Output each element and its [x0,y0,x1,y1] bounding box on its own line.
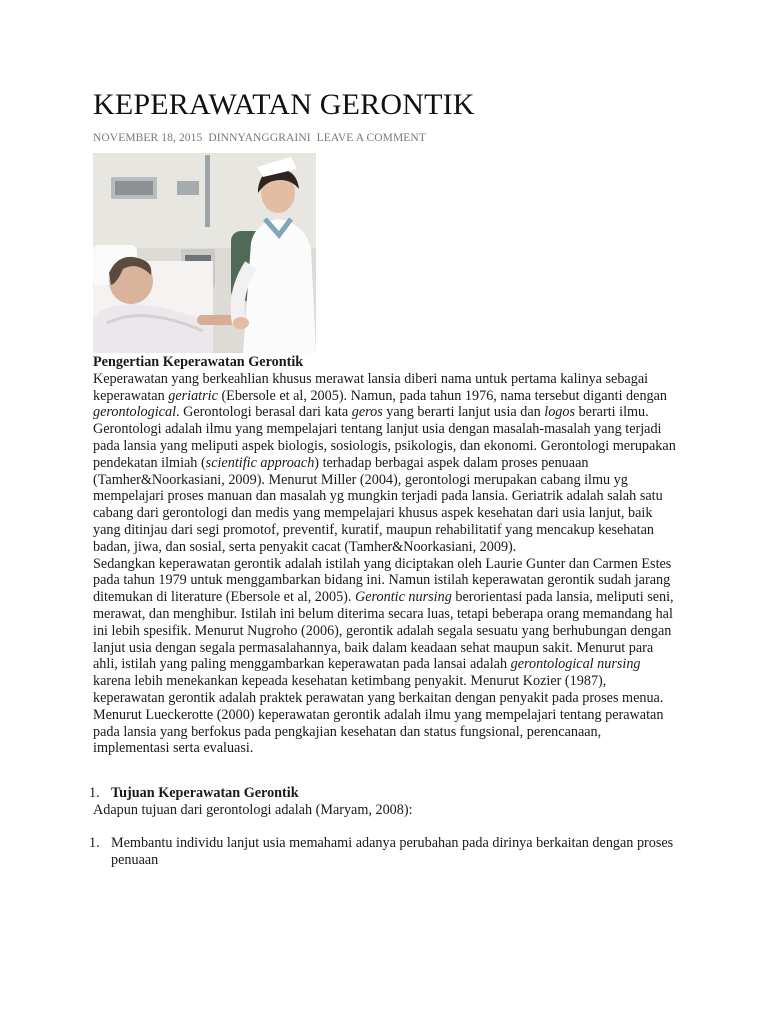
section-heading-pengertian: Pengertian Keperawatan Gerontik [93,354,304,370]
italic-term: Gerontic nursing [354,589,452,606]
text-run: Sedangkan keperawatan gerontik adalah istilah yang diciptakan oleh Laurie Gunter dan Carmen Estes pada tahun 1979 untuk menggambarkan bidang ini. Namun istilah keperawatan gerontik sudah jarang ditemukan di literature (Ebersole et al, 2005). [93,555,672,606]
italic-term: geriatric [168,387,218,404]
text-run: ) terhadap berbagai aspek dalam proses penuaan (Tamher&Noorkasiani, 2009). Menurut Miller (2004), gerontologi merupakan cabang ilmu yg mempelajari proses manuan dan masalah yg mungkin terjadi pada lansia. Geriatrik adalah salah satu cabang dari gerontologi dan medis yang mempelajari khusus aspek kesehatan dari usia lanjut, baik yang ditinjau dari segi promotof, preventif, kuratif, maupun rehabilitatif yang mencakup kesehatan badan, jiwa, dan sosial, serta penyakit cacat (Tamher&Noorkasiani, 2009). [93,454,663,555]
list-item-text: Membantu individu lanjut usia memahami adanya perubahan pada dirinya berkaitan dengan proses penuaan [111,834,674,868]
article-body [89,354,678,868]
italic-term: scientific approach [205,454,315,471]
list-number: 1. [89,834,100,851]
nurse-patient-image [93,153,316,353]
leave-comment-link[interactable]: LEAVE A COMMENT [316,132,426,144]
paragraph-pengertian [93,371,678,556]
italic-term: logos [544,404,576,421]
text-run: (Ebersole et al, 2005). Namun, pada tahun 1976, nama tersebut diganti dengan [217,387,668,404]
post-date[interactable]: NOVEMBER 18, 2015 [93,132,203,144]
list-number: 1. [89,785,100,802]
nurse-patient-photo [93,153,316,353]
italic-term: gerontological nursing [510,656,641,673]
italic-term: geros [351,404,383,421]
paragraph-keperawatan-gerontik [93,556,678,758]
text-run: berorientasi pada lansia, meliputi seni, merawat, dan menghibur. Istilah ini belum diterima secara luas, tetapi beberapa orang memandang hal ini lebih spesifik. Menurut Nugroho (2006), gerontik adalah segala sesuatu yang berhubungan dengan lanjut usia dengan segala permasalahannya, baik dalam keadaan sehat maupun sakit. Menurut para ahli, istilah yang paling menggambarkan keperawatan pada lansai adalah [93,589,674,673]
list-item [89,785,678,802]
section-list-tujuan [89,785,678,802]
page-title: KEPERAWATAN GERONTIK [93,88,475,121]
text-run: Keperawatan yang berkeahlian khusus merawat lansia diberi nama untuk pertama kalinya sebagai keperawatan [93,370,649,404]
tujuan-list [89,834,678,869]
text-run: karena lebih menekankan kepeada kesehatan ketimbang penyakit. Menurut Kozier (1987), keperawatan gerontik adalah praktek perawatan yang berkaitan dengan penyakit pada proses menua. Menurut Lueckerotte (2000) keperawatan gerontik adalah ilmu yang mempelajari tentang perawatan pada lansia yang berfokus pada pengkajian kesehatan dan status fungsional, perencanaan, implementasi serta evaluasi. [93,673,664,757]
text-run: berarti ilmu. Gerontologi adalah ilmu yang mempelajari tentang lanjut usia dengan masalah-masalah yang terjadi pada lansia yang meliputi aspek biologis, sosiologis, psikologis, dan ekonomi. Gerontologi merupakan pendekatan ilmiah ( [93,404,676,471]
post-meta [93,132,429,144]
section-heading-tujuan: Tujuan Keperawatan Gerontik [111,785,299,802]
list-item [89,834,678,869]
italic-term: gerontological [93,404,177,421]
post-author[interactable]: DINNYANGGRAINI [208,132,311,144]
text-run: . Gerontologi berasal dari kata [176,404,352,421]
tujuan-intro: Adapun tujuan dari gerontologi adalah (Maryam, 2008): [93,801,413,818]
text-run: yang berarti lanjut usia dan [382,404,545,421]
